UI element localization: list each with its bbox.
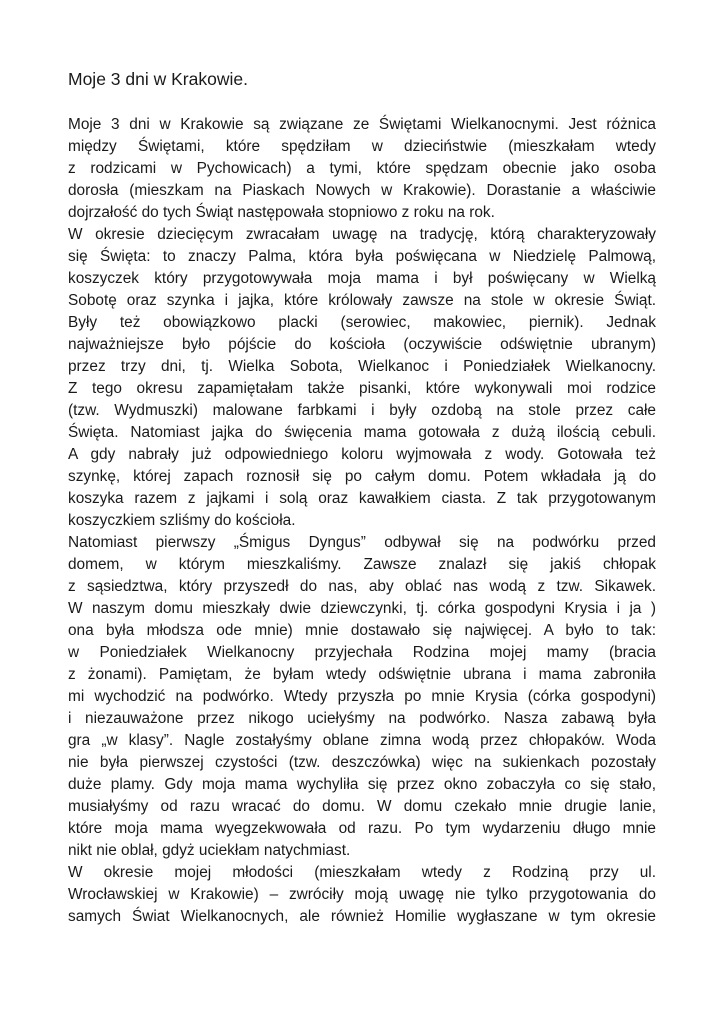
text-line: musiałyśmy od razu wracać do domu. W domu czekało mnie drugie lanie, [68, 798, 656, 815]
text-line: i niezauważone przez nikogo uciełyśmy na podwórko. Nasza zabawą była [68, 710, 656, 727]
text-line: ona była młodsza ode mnie) mnie dostawało się najwięcej. A było to tak: [68, 622, 656, 639]
text-line: W naszym domu mieszkały dwie dziewczynki, tj. córka gospodyni Krysia i ja ) [68, 600, 656, 617]
text-line: koszyczek który przygotowywała moja mama i był poświęcany w Wielką [68, 270, 656, 287]
text-line: W okresie mojej młodości (mieszkałam wtedy z Rodziną przy ul. [68, 864, 656, 881]
text-line: nikt nie oblał, gdyż uciekłam natychmiast. [68, 842, 351, 859]
text-line: z żonami). Pamiętam, że byłam wtedy odświętnie ubrana i mama zabroniła [68, 666, 656, 683]
document-title: Moje 3 dni w Krakowie. [68, 69, 248, 89]
text-line: Moje 3 dni w Krakowie są związane ze Świętami Wielkanocnymi. Jest różnica [68, 116, 656, 133]
text-line: między Świętami, które spędziłam w dzieciństwie (mieszkałam wtedy [68, 138, 656, 155]
text-line: samych Świat Wielkanocnych, ale również Homilie wygłaszane w tym okresie [68, 908, 656, 925]
text-line: W okresie dziecięcym zwracałam uwagę na tradycję, którą charakteryzowały [68, 226, 656, 243]
text-line: dorosła (mieszkam na Piaskach Nowych w Krakowie). Dorastanie a właściwie [68, 182, 656, 199]
text-line: szynkę, której zapach roznosił się po całym domu. Potem wkładała ją do [68, 468, 656, 485]
text-line: mi wychodzić na podwórko. Wtedy przyszła po mnie Krysia (córka gospodyni) [68, 688, 656, 705]
text-line: dojrzałość do tych Świąt następowała stopniowo z roku na rok. [68, 204, 495, 221]
text-line: A gdy nabrały już odpowiedniego koloru wyjmowała z wody. Gotowała też [68, 446, 656, 463]
text-line: Z tego okresu zapamiętałam także pisanki, które wykonywali moi rodzice [68, 380, 656, 397]
text-line: z sąsiedztwa, który przyszedł do nas, aby oblać nas wodą z tzw. Sikawek. [68, 578, 656, 595]
text-line: przez trzy dni, tj. Wielka Sobota, Wielkanoc i Poniedziałek Wielkanocny. [68, 358, 656, 375]
document-body [68, 114, 656, 928]
text-line: nie była pierwszej czystości (tzw. deszczówka) więc na sukienkach pozostały [68, 754, 656, 771]
text-line: Święta. Natomiast jajka do święcenia mama gotowała z dużą ilością cebuli. [68, 424, 656, 441]
text-line: duże plamy. Gdy moja mama wychyliła się przez okno zobaczyła co się stało, [68, 776, 656, 793]
text-line: koszyka razem z jajkami i solą oraz kawałkiem ciasta. Z tak przygotowanym [68, 490, 656, 507]
text-line: najważniejsze było pójście do kościoła (oczywiście odświętnie ubranym) [68, 336, 656, 353]
text-line: Sobotę oraz szynka i jajka, które królowały zawsze na stole w okresie Świąt. [68, 292, 656, 309]
text-line: z rodzicami w Pychowicach) a tymi, które spędzam obecnie jako osoba [68, 160, 656, 177]
text-line: gra „w klasy”. Nagle zostałyśmy oblane zimna wodą przez chłopaków. Woda [68, 732, 656, 749]
text-line: które moja mama wyegzekwowała od razu. Po tym wydarzeniu długo mnie [68, 820, 656, 837]
text-line: (tzw. Wydmuszki) malowane farbkami i były ozdobą na stole przez całe [68, 402, 656, 419]
text-line: Wrocławskiej w Krakowie) – zwróciły moją uwagę nie tylko przygotowania do [68, 886, 656, 903]
text-line: Były też obowiązkowo placki (serowiec, makowiec, piernik). Jednak [68, 314, 656, 331]
text-line: w Poniedziałek Wielkanocny przyjechała Rodzina mojej mamy (bracia [68, 644, 656, 661]
text-line: koszyczkiem szliśmy do kościoła. [68, 512, 296, 529]
text-line: się Święta: to znaczy Palma, która była poświęcana w Niedzielę Palmową, [68, 248, 656, 265]
text-line: Natomiast pierwszy „Śmigus Dyngus” odbywał się na podwórku przed [68, 534, 656, 551]
text-line: domem, w którym mieszkaliśmy. Zawsze znalazł się jakiś chłopak [68, 556, 656, 573]
